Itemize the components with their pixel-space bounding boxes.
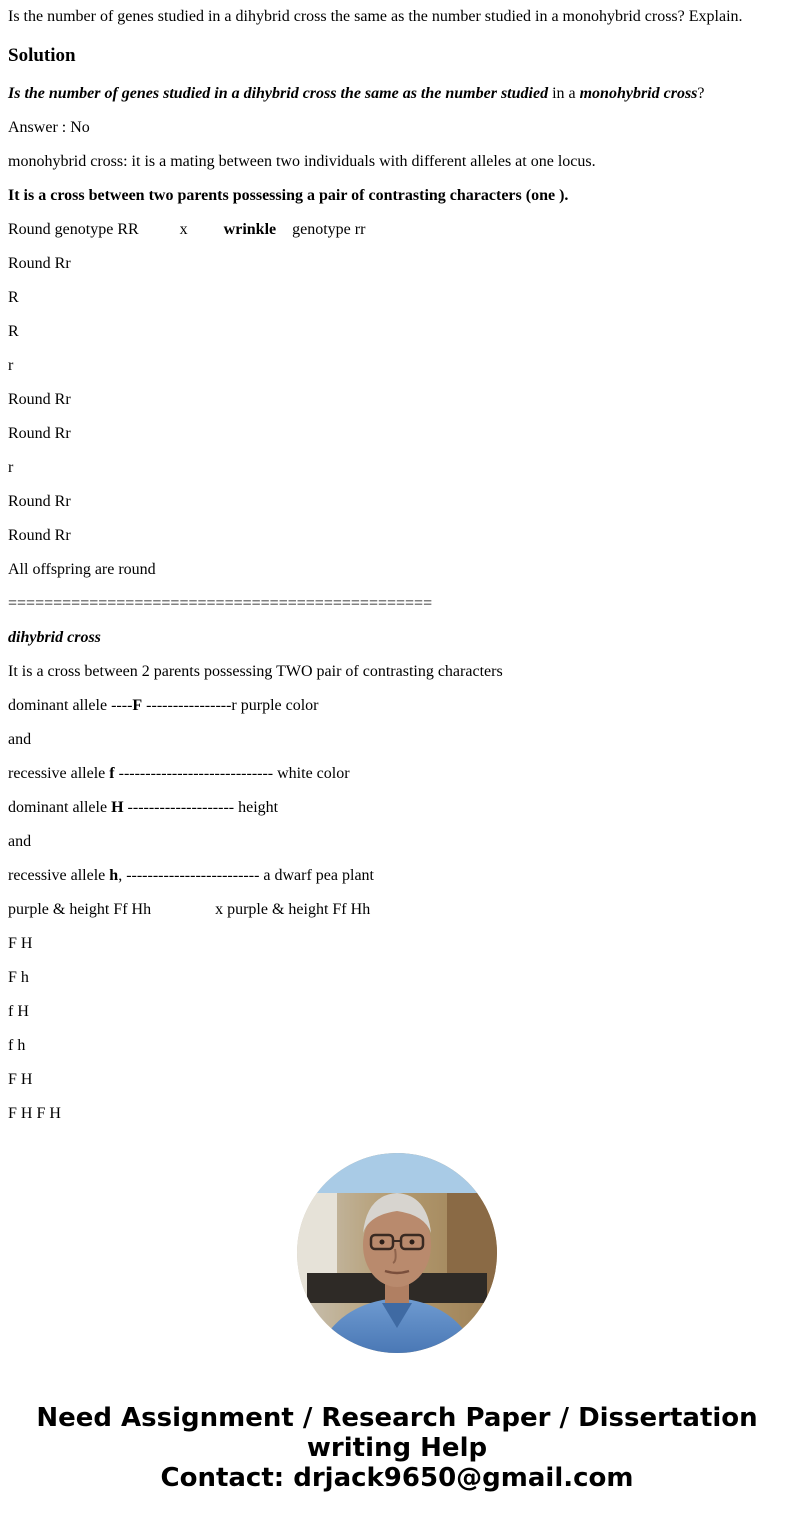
allele-6-symbol: h <box>109 867 119 884</box>
allele-line-4 <box>8 799 278 817</box>
monohybrid-definition: monohybrid cross: it is a mating between two individuals with different alleles at one locus. <box>8 153 596 170</box>
allele-4-symbol: H <box>111 799 124 816</box>
mono-line-7: r <box>8 459 14 476</box>
parents-right: x purple & height Ff Hh <box>215 901 371 918</box>
allele-4-post: -------------------- height <box>123 799 279 816</box>
cross-line <box>8 221 365 239</box>
mono-line-5: Round Rr <box>8 391 71 408</box>
avatar-portrait-image <box>297 1153 497 1353</box>
allele-5-pre: and <box>8 833 32 850</box>
restated-q-part3: monohybrid cross <box>579 85 698 102</box>
gamete-line-2: F h <box>8 969 29 986</box>
mono-line-1: Round Rr <box>8 255 71 272</box>
cross-left: Round genotype RR <box>8 221 139 238</box>
allele-line-1 <box>8 697 319 715</box>
gamete-line-4: f h <box>8 1037 26 1054</box>
dihybrid-definition: It is a cross between 2 parents possessing TWO pair of contrasting characters <box>8 663 503 680</box>
dihybrid-heading: dihybrid cross <box>8 629 101 646</box>
mono-line-2: R <box>8 289 19 306</box>
question-text: Is the number of genes studied in a dihybrid cross the same as the number studied in a monohybrid cross? Explain. <box>8 8 743 25</box>
separator-line: =============================================== <box>8 595 433 612</box>
answer-text: Answer : No <box>8 119 90 136</box>
allele-3-post: ----------------------------- white color <box>114 765 350 782</box>
allele-1-post: ----------------r purple color <box>142 697 319 714</box>
mono-line-3: R <box>8 323 19 340</box>
cross-right: genotype rr <box>292 221 366 238</box>
cta-line-2: writing Help <box>306 1433 488 1463</box>
allele-line-6 <box>8 867 374 885</box>
gamete-line-5: F H <box>8 1071 33 1088</box>
monohybrid-bold-statement: It is a cross between two parents possessing a pair of contrasting characters (one ). <box>8 187 569 204</box>
parents-line <box>8 901 370 919</box>
mono-line-9: Round Rr <box>8 527 71 544</box>
restated-q-part1: Is the number of genes studied in a dihybrid cross the same as the number studied <box>8 85 549 102</box>
cta-contact-line: Contact: drjack9650@gmail.com <box>160 1463 634 1493</box>
allele-line-5 <box>8 833 31 851</box>
contact-banner <box>0 1403 794 1493</box>
allele-6-post: , ------------------------- a dwarf pea plant <box>118 867 374 884</box>
avatar <box>297 1153 497 1353</box>
allele-1-pre: dominant allele ---- <box>8 697 133 714</box>
mono-line-8: Round Rr <box>8 493 71 510</box>
parents-left: purple & height Ff Hh <box>8 901 152 918</box>
allele-2-pre: and <box>8 731 32 748</box>
allele-3-pre: recessive allele <box>8 765 110 782</box>
restated-q-part2: in a <box>548 85 580 102</box>
allele-1-symbol: F <box>132 697 143 714</box>
allele-line-2 <box>8 731 31 749</box>
gamete-line-1: F H <box>8 935 33 952</box>
restated-q-part4: ? <box>697 85 705 102</box>
cta-line-1: Need Assignment / Research Paper / Dissertation <box>36 1403 758 1433</box>
mono-line-4: r <box>8 357 14 374</box>
gamete-line-3: f H <box>8 1003 29 1020</box>
allele-line-3 <box>8 765 350 783</box>
allele-3-symbol: f <box>109 765 115 782</box>
allele-4-pre: dominant allele <box>8 799 112 816</box>
cross-bold: wrinkle <box>223 221 277 238</box>
cross-x: x <box>179 221 188 238</box>
gamete-line-6: F H F H <box>8 1105 61 1122</box>
allele-6-pre: recessive allele <box>8 867 110 884</box>
restated-question <box>8 85 705 103</box>
mono-line-6: Round Rr <box>8 425 71 442</box>
solution-heading: Solution <box>8 45 76 66</box>
all-round-text: All offspring are round <box>8 561 156 578</box>
